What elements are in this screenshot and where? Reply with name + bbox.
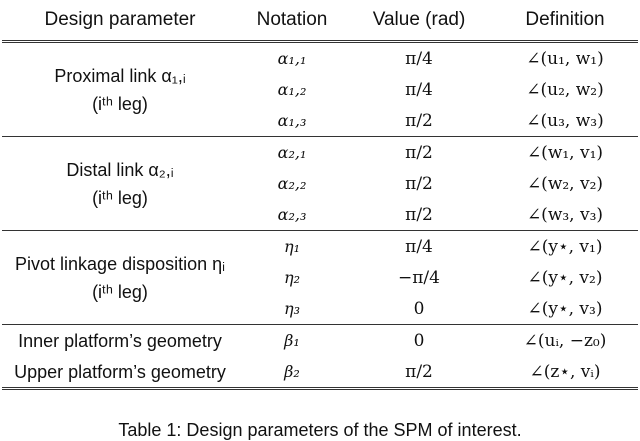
table-caption: Table 1: Design parameters of the SPM of interest. bbox=[118, 420, 522, 440]
parameter-table-container bbox=[2, 0, 638, 390]
group-label-cell bbox=[2, 231, 238, 325]
value-cell: −π/4 bbox=[398, 267, 440, 288]
value-cell: π/4 bbox=[405, 236, 433, 257]
notation-cell: α₂,₂ bbox=[277, 174, 307, 193]
definition-cell: ∠(w₁, v₁) bbox=[526, 142, 604, 163]
definition-cell: ∠(y⋆, v₃) bbox=[527, 298, 603, 319]
notation-cell: α₁,₃ bbox=[277, 111, 307, 130]
table-row bbox=[2, 356, 638, 389]
definition-cell: ∠(w₂, v₂) bbox=[526, 173, 604, 194]
value-cell: 0 bbox=[413, 330, 425, 351]
notation-cell: η₁ bbox=[284, 237, 300, 256]
value-cell: π/2 bbox=[405, 142, 433, 163]
notation-cell: η₂ bbox=[284, 268, 300, 287]
header-notation: Notation bbox=[256, 9, 328, 30]
value-cell: π/2 bbox=[405, 204, 433, 225]
single-label: Upper platform’s geometry bbox=[14, 361, 226, 382]
design-parameter-table bbox=[2, 0, 638, 390]
definition-cell: ∠(z⋆, vᵢ) bbox=[529, 361, 601, 382]
definition-cell: ∠(y⋆, v₂) bbox=[527, 267, 603, 288]
group-label-cell bbox=[2, 42, 238, 137]
group-sublabel: (iᵗʰ leg) bbox=[92, 93, 148, 114]
value-cell: π/2 bbox=[405, 110, 433, 131]
group-label: Pivot linkage disposition ηᵢ bbox=[15, 253, 225, 274]
value-cell: π/2 bbox=[405, 361, 433, 382]
value-cell: 0 bbox=[413, 298, 425, 319]
value-cell: π/2 bbox=[405, 173, 433, 194]
table-row bbox=[2, 42, 638, 75]
notation-cell: α₂,₃ bbox=[277, 205, 307, 224]
single-label: Inner platform’s geometry bbox=[18, 330, 222, 351]
definition-cell: ∠(uᵢ, −z₀) bbox=[523, 330, 607, 351]
definition-cell: ∠(u₂, w₂) bbox=[526, 79, 604, 100]
notation-cell: α₁,₂ bbox=[277, 80, 307, 99]
definition-cell: ∠(y⋆, v₁) bbox=[527, 236, 603, 257]
notation-cell: α₁,₁ bbox=[277, 49, 307, 68]
group-label-cell bbox=[2, 137, 238, 231]
group-label: Proximal link α₁,ᵢ bbox=[54, 65, 186, 86]
table-row bbox=[2, 325, 638, 357]
notation-cell: β₂ bbox=[284, 362, 300, 381]
definition-cell: ∠(w₃, v₃) bbox=[526, 204, 604, 225]
group-sublabel: (iᵗʰ leg) bbox=[92, 187, 148, 208]
value-cell: π/4 bbox=[405, 79, 433, 100]
header-row bbox=[2, 0, 638, 42]
table-row bbox=[2, 137, 638, 169]
table-row bbox=[2, 231, 638, 263]
header-value: Value (rad) bbox=[372, 9, 466, 30]
value-cell: π/4 bbox=[405, 48, 433, 69]
group-label: Distal link α₂,ᵢ bbox=[66, 159, 174, 180]
definition-cell: ∠(u₃, w₃) bbox=[526, 110, 604, 131]
header-definition: Definition bbox=[525, 9, 605, 30]
header-design-parameter: Design parameter bbox=[44, 9, 196, 30]
notation-cell: α₂,₁ bbox=[277, 143, 307, 162]
definition-cell: ∠(u₁, w₁) bbox=[526, 48, 604, 69]
group-sublabel: (iᵗʰ leg) bbox=[92, 281, 148, 302]
notation-cell: η₃ bbox=[284, 299, 300, 318]
notation-cell: β₁ bbox=[284, 331, 300, 350]
